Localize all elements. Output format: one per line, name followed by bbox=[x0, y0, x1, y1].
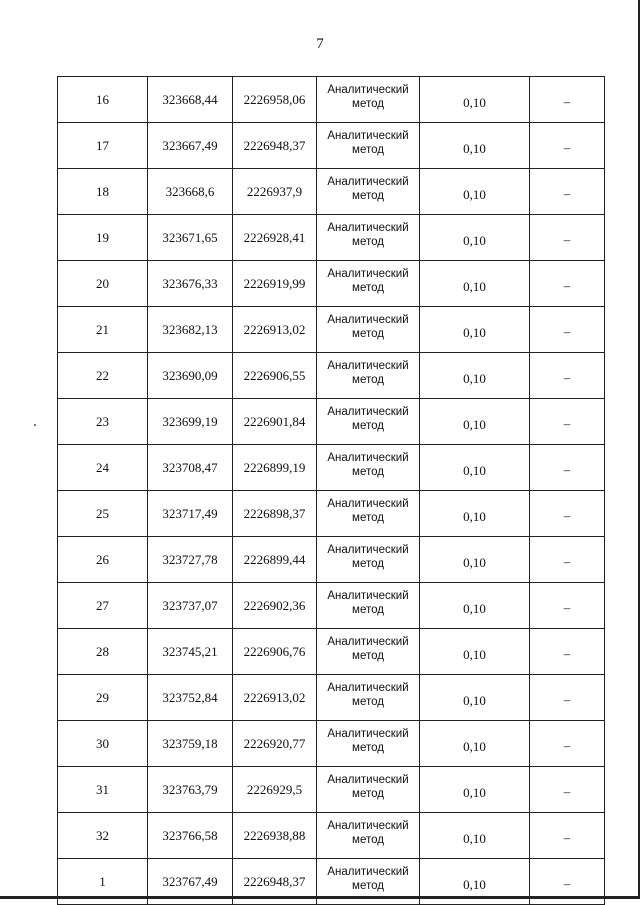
table-row bbox=[58, 629, 605, 675]
method-line1: Аналитический bbox=[327, 866, 409, 878]
method-cell bbox=[317, 675, 420, 721]
accuracy-cell: 0,10 bbox=[420, 169, 530, 215]
method-line1: Аналитический bbox=[327, 360, 409, 372]
coordinate-x-cell: 323759,18 bbox=[148, 721, 233, 767]
accuracy-cell: 0,10 bbox=[420, 583, 530, 629]
table-row bbox=[58, 123, 605, 169]
method-cell bbox=[317, 399, 420, 445]
accuracy-cell: 0,10 bbox=[420, 77, 530, 123]
coordinate-y-cell: 2226937,9 bbox=[233, 169, 317, 215]
accuracy-cell: 0,10 bbox=[420, 537, 530, 583]
accuracy-cell: 0,10 bbox=[420, 123, 530, 169]
table-row bbox=[58, 77, 605, 123]
method-line2: метод bbox=[352, 650, 384, 662]
note-cell: – bbox=[530, 721, 605, 767]
table-row bbox=[58, 721, 605, 767]
point-number-cell: 23 bbox=[58, 399, 148, 445]
method-line1: Аналитический bbox=[327, 176, 409, 188]
point-number-cell: 19 bbox=[58, 215, 148, 261]
note-cell: – bbox=[530, 491, 605, 537]
table-row bbox=[58, 445, 605, 491]
method-line2: метод bbox=[352, 328, 384, 340]
coordinate-x-cell: 323699,19 bbox=[148, 399, 233, 445]
table-body bbox=[58, 77, 605, 905]
method-cell bbox=[317, 169, 420, 215]
method-line2: метод bbox=[352, 236, 384, 248]
point-number-cell: 24 bbox=[58, 445, 148, 491]
accuracy-cell: 0,10 bbox=[420, 215, 530, 261]
method-line2: метод bbox=[352, 98, 384, 110]
accuracy-cell: 0,10 bbox=[420, 353, 530, 399]
note-cell: – bbox=[530, 537, 605, 583]
method-line2: метод bbox=[352, 466, 384, 478]
note-cell: – bbox=[530, 859, 605, 905]
coordinate-y-cell: 2226948,37 bbox=[233, 859, 317, 905]
method-line1: Аналитический bbox=[327, 406, 409, 418]
coordinate-y-cell: 2226913,02 bbox=[233, 675, 317, 721]
accuracy-cell: 0,10 bbox=[420, 261, 530, 307]
method-cell bbox=[317, 491, 420, 537]
table-row bbox=[58, 767, 605, 813]
accuracy-cell: 0,10 bbox=[420, 629, 530, 675]
method-line2: метод bbox=[352, 788, 384, 800]
point-number-cell: 32 bbox=[58, 813, 148, 859]
table-row bbox=[58, 491, 605, 537]
table-row bbox=[58, 399, 605, 445]
accuracy-cell: 0,10 bbox=[420, 813, 530, 859]
method-cell bbox=[317, 307, 420, 353]
method-line1: Аналитический bbox=[327, 222, 409, 234]
table-row bbox=[58, 813, 605, 859]
method-cell bbox=[317, 629, 420, 675]
method-line1: Аналитический bbox=[327, 452, 409, 464]
method-line2: метод bbox=[352, 880, 384, 892]
point-number-cell: 30 bbox=[58, 721, 148, 767]
method-line1: Аналитический bbox=[327, 544, 409, 556]
note-cell: – bbox=[530, 169, 605, 215]
table-row bbox=[58, 675, 605, 721]
method-line2: метод bbox=[352, 420, 384, 432]
note-cell: – bbox=[530, 261, 605, 307]
coordinate-y-cell: 2226898,37 bbox=[233, 491, 317, 537]
method-cell bbox=[317, 77, 420, 123]
coordinate-y-cell: 2226958,06 bbox=[233, 77, 317, 123]
method-line2: метод bbox=[352, 512, 384, 524]
accuracy-cell: 0,10 bbox=[420, 767, 530, 813]
coordinates-table bbox=[57, 76, 605, 905]
method-cell bbox=[317, 123, 420, 169]
point-number-cell: 21 bbox=[58, 307, 148, 353]
method-cell bbox=[317, 537, 420, 583]
method-line2: метод bbox=[352, 190, 384, 202]
accuracy-cell: 0,10 bbox=[420, 307, 530, 353]
coordinate-x-cell: 323671,65 bbox=[148, 215, 233, 261]
table-row bbox=[58, 353, 605, 399]
coordinate-y-cell: 2226920,77 bbox=[233, 721, 317, 767]
method-cell bbox=[317, 813, 420, 859]
point-number-cell: 27 bbox=[58, 583, 148, 629]
point-number-cell: 16 bbox=[58, 77, 148, 123]
method-line2: метод bbox=[352, 558, 384, 570]
coordinate-x-cell: 323668,44 bbox=[148, 77, 233, 123]
coordinate-x-cell: 323708,47 bbox=[148, 445, 233, 491]
coordinate-x-cell: 323676,33 bbox=[148, 261, 233, 307]
coordinate-y-cell: 2226913,02 bbox=[233, 307, 317, 353]
coordinate-x-cell: 323682,13 bbox=[148, 307, 233, 353]
coordinate-x-cell: 323668,6 bbox=[148, 169, 233, 215]
coordinate-x-cell: 323745,21 bbox=[148, 629, 233, 675]
accuracy-cell: 0,10 bbox=[420, 445, 530, 491]
scan-speck bbox=[34, 424, 36, 426]
method-line2: метод bbox=[352, 834, 384, 846]
note-cell: – bbox=[530, 77, 605, 123]
note-cell: – bbox=[530, 215, 605, 261]
note-cell: – bbox=[530, 123, 605, 169]
coordinate-y-cell: 2226919,99 bbox=[233, 261, 317, 307]
method-cell bbox=[317, 261, 420, 307]
coordinate-x-cell: 323752,84 bbox=[148, 675, 233, 721]
method-line1: Аналитический bbox=[327, 682, 409, 694]
note-cell: – bbox=[530, 307, 605, 353]
coordinate-y-cell: 2226906,55 bbox=[233, 353, 317, 399]
method-cell bbox=[317, 445, 420, 491]
accuracy-cell: 0,10 bbox=[420, 721, 530, 767]
note-cell: – bbox=[530, 675, 605, 721]
method-line1: Аналитический bbox=[327, 728, 409, 740]
note-cell: – bbox=[530, 353, 605, 399]
table-row bbox=[58, 537, 605, 583]
coordinate-y-cell: 2226928,41 bbox=[233, 215, 317, 261]
coordinate-y-cell: 2226902,36 bbox=[233, 583, 317, 629]
accuracy-cell: 0,10 bbox=[420, 491, 530, 537]
point-number-cell: 17 bbox=[58, 123, 148, 169]
method-line2: метод bbox=[352, 144, 384, 156]
method-cell bbox=[317, 353, 420, 399]
method-line1: Аналитический bbox=[327, 820, 409, 832]
method-cell bbox=[317, 583, 420, 629]
method-cell bbox=[317, 767, 420, 813]
point-number-cell: 26 bbox=[58, 537, 148, 583]
method-line1: Аналитический bbox=[327, 268, 409, 280]
point-number-cell: 31 bbox=[58, 767, 148, 813]
note-cell: – bbox=[530, 445, 605, 491]
coordinate-x-cell: 323763,79 bbox=[148, 767, 233, 813]
table-row bbox=[58, 583, 605, 629]
method-line1: Аналитический bbox=[327, 636, 409, 648]
table-row bbox=[58, 307, 605, 353]
coordinate-x-cell: 323737,07 bbox=[148, 583, 233, 629]
table-row bbox=[58, 169, 605, 215]
note-cell: – bbox=[530, 629, 605, 675]
coordinate-y-cell: 2226929,5 bbox=[233, 767, 317, 813]
method-line1: Аналитический bbox=[327, 314, 409, 326]
method-line2: метод bbox=[352, 696, 384, 708]
coordinate-y-cell: 2226899,19 bbox=[233, 445, 317, 491]
coordinate-x-cell: 323690,09 bbox=[148, 353, 233, 399]
method-line2: метод bbox=[352, 282, 384, 294]
point-number-cell: 18 bbox=[58, 169, 148, 215]
method-cell bbox=[317, 721, 420, 767]
note-cell: – bbox=[530, 767, 605, 813]
point-number-cell: 1 bbox=[58, 859, 148, 905]
coordinate-y-cell: 2226901,84 bbox=[233, 399, 317, 445]
point-number-cell: 28 bbox=[58, 629, 148, 675]
coordinate-x-cell: 323727,78 bbox=[148, 537, 233, 583]
coordinate-x-cell: 323766,58 bbox=[148, 813, 233, 859]
note-cell: – bbox=[530, 399, 605, 445]
method-line1: Аналитический bbox=[327, 774, 409, 786]
table-row bbox=[58, 215, 605, 261]
method-line2: метод bbox=[352, 742, 384, 754]
coordinate-x-cell: 323717,49 bbox=[148, 491, 233, 537]
method-line1: Аналитический bbox=[327, 130, 409, 142]
method-line2: метод bbox=[352, 604, 384, 616]
point-number-cell: 22 bbox=[58, 353, 148, 399]
accuracy-cell: 0,10 bbox=[420, 399, 530, 445]
method-line1: Аналитический bbox=[327, 590, 409, 602]
page-number: 7 bbox=[316, 36, 324, 52]
coordinate-y-cell: 2226899,44 bbox=[233, 537, 317, 583]
method-cell bbox=[317, 215, 420, 261]
accuracy-cell: 0,10 bbox=[420, 675, 530, 721]
coordinate-y-cell: 2226938,88 bbox=[233, 813, 317, 859]
coordinate-x-cell: 323667,49 bbox=[148, 123, 233, 169]
note-cell: – bbox=[530, 813, 605, 859]
coordinate-y-cell: 2226906,76 bbox=[233, 629, 317, 675]
point-number-cell: 20 bbox=[58, 261, 148, 307]
method-line2: метод bbox=[352, 374, 384, 386]
point-number-cell: 29 bbox=[58, 675, 148, 721]
table-row bbox=[58, 261, 605, 307]
note-cell: – bbox=[530, 583, 605, 629]
coordinate-x-cell: 323767,49 bbox=[148, 859, 233, 905]
coordinate-y-cell: 2226948,37 bbox=[233, 123, 317, 169]
accuracy-cell: 0,10 bbox=[420, 859, 530, 905]
method-line1: Аналитический bbox=[327, 84, 409, 96]
point-number-cell: 25 bbox=[58, 491, 148, 537]
method-line1: Аналитический bbox=[327, 498, 409, 510]
